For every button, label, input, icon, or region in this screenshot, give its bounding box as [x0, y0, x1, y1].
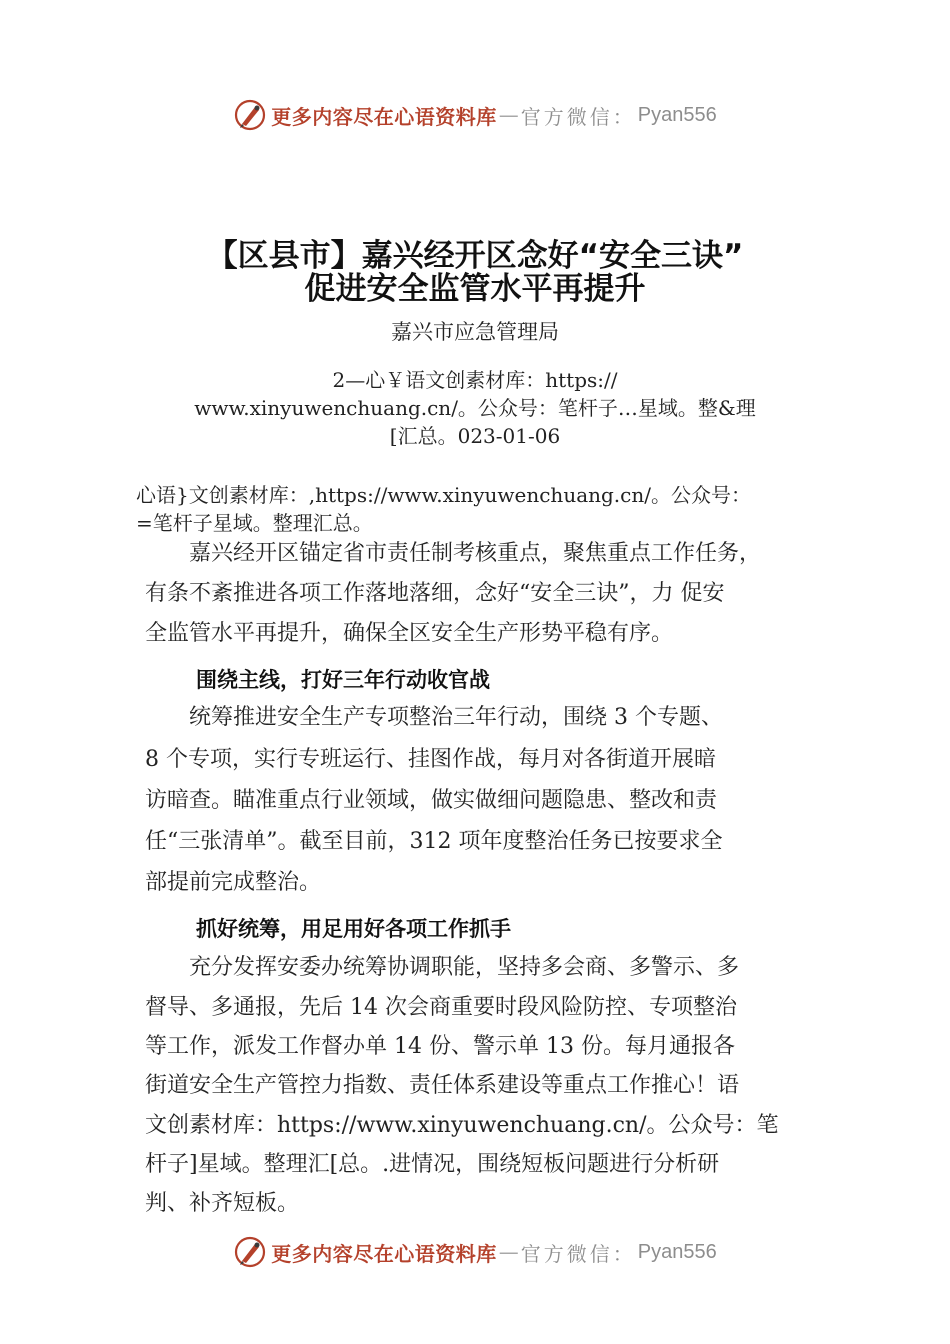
body-line: 督导、多通报，先后 14 次会商重要时段风险防控、专项整治 [145, 995, 737, 1020]
section-heading: 抓好统筹，用足用好各项工作抓手 [196, 917, 511, 941]
header-banner [0, 95, 950, 135]
footer-banner [0, 1232, 950, 1272]
body-line: 文创素材库：https://www.xinyuwenchuang.cn/。公众号：笔 [145, 1113, 779, 1138]
document-title-line-1: 【区县市】嘉兴经开区念好“安全三诀” [206, 238, 744, 274]
meta-line: www.xinyuwenchuang.cn/。公众号：笔杆子…星域。整&理 [194, 396, 756, 420]
body-line: 8 个专项，实行专班运行、挂图作战，每月对各街道开展暗 [145, 747, 716, 772]
body-line: 充分发挥安委办统筹协调职能，坚持多会商、多警示、多 [145, 955, 740, 980]
document-title-line-2: 促进安全监管水平再提升 [304, 271, 646, 307]
body-line: 统筹推进安全生产专项整治三年行动，围绕 3 个专题、 [145, 705, 723, 730]
meta-line: 2—心￥语文创素材库：https:// [332, 368, 618, 392]
banner-slogan: 更多内容尽在心语资料库 [271, 104, 497, 129]
intro-line: 有条不紊推进各项工作落地落细，念好“安全三诀”，力 促安 [145, 581, 725, 606]
source-line: =笔杆子星域。整理汇总。 [136, 511, 373, 535]
banner-separator: — [498, 1240, 519, 1264]
pen-logo-icon [233, 98, 267, 132]
section-heading: 围绕主线，打好三年行动收官战 [196, 668, 490, 692]
source-line: 心语}文创素材库：,https://www.xinyuwenchuang.cn/。公众号： [136, 483, 751, 507]
body-line: 访暗查。瞄准重点行业领域，做实做细问题隐患、整改和责 [145, 788, 718, 813]
banner-wechat-label: 官方微信： [520, 104, 636, 129]
body-line: 街道安全生产管控力指数、责任体系建设等重点工作推心！语 [145, 1073, 740, 1098]
author: 嘉兴市应急管理局 [391, 320, 559, 344]
intro-line: 嘉兴经开区锚定省市责任制考核重点，聚焦重点工作任务， [145, 541, 762, 566]
body-line: 等工作，派发工作督办单 14 份、警示单 13 份。每月通报各 [145, 1034, 735, 1059]
banner-separator: — [498, 103, 519, 127]
intro-line: 全监管水平再提升，确保全区安全生产形势平稳有序。 [145, 621, 674, 646]
banner-wechat-id: Pyan556 [637, 1240, 717, 1263]
body-line: 任“三张清单”。截至目前，312 项年度整治任务已按要求全 [145, 829, 723, 854]
banner-slogan: 更多内容尽在心语资料库 [271, 1241, 497, 1266]
banner-wechat-label: 官方微信： [520, 1241, 636, 1266]
meta-line: [汇总。023-01-06 [389, 424, 561, 448]
body-line: 杆子]星域。整理汇[总。.进情况，围绕短板问题进行分析研 [145, 1152, 720, 1177]
pen-logo-icon [233, 1235, 267, 1269]
banner-wechat-id: Pyan556 [637, 103, 717, 126]
body-line: 部提前完成整治。 [145, 870, 322, 895]
body-line: 判、补齐短板。 [145, 1191, 300, 1216]
